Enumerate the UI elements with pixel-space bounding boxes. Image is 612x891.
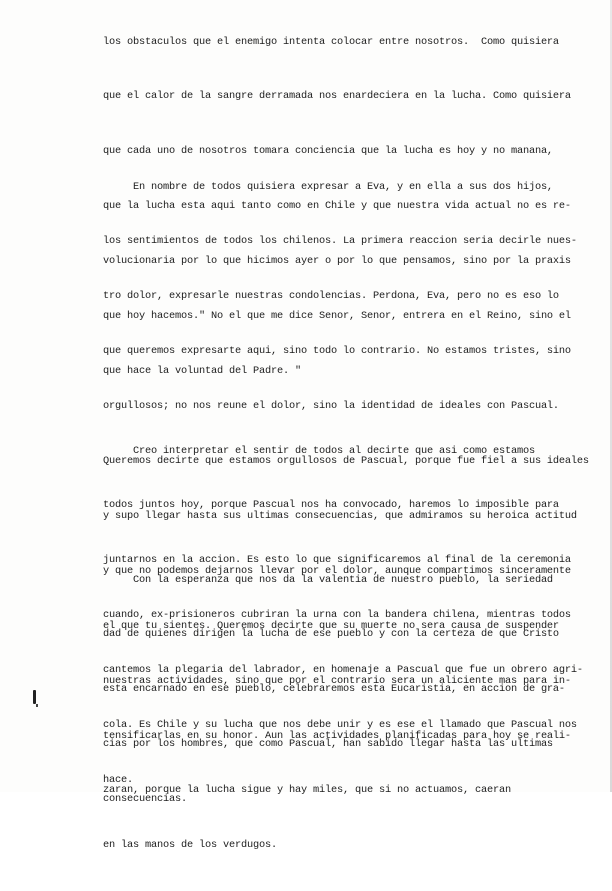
- text-line: que cada uno de nosotros tomara conciencia que la lucha es hoy y no manana,: [103, 145, 553, 158]
- text-line: que la lucha esta aqui tanto como en Chile y que nuestra vida actual no es re-: [103, 200, 571, 213]
- text-line: y que no podemos dejarnos llevar por el dolor, aunque compartimos sinceramente: [103, 564, 571, 577]
- text-line: juntarnos en la accion. Es esto lo que significaremos al final de la ceremonia: [103, 554, 571, 567]
- text-line: En nombre de todos quisiera expresar a Eva, y en ella a sus dos hijos,: [103, 180, 553, 193]
- text-line: orgullosos; no nos reune el dolor, sino la identidad de ideales con Pascual.: [103, 400, 559, 413]
- text-line: los sentimientos de todos los chilenos. La primera reaccion seria decirle nues-: [103, 235, 577, 248]
- margin-mark-dot: [36, 704, 38, 707]
- text-line: cias por los hombres, que como Pascual, han sabido llegar hasta las ultimas: [103, 738, 553, 751]
- text-line: cola. Es Chile y su lucha que nos debe unir y es ese el llamado que Pascual nos: [103, 719, 577, 732]
- text-line: dad de quienes dirigen la lucha de ese pueblo y con la certeza de que Cristo: [103, 628, 559, 641]
- text-line: consecuencias.: [103, 793, 187, 806]
- text-line: el que tu sientes. Queremos decirte que su muerte no sera causa de suspender: [103, 619, 559, 632]
- text-line: Queremos decirte que estamos orgullosos de Pascual, porque fue fiel a sus ideales: [103, 455, 589, 468]
- text-line: Creo interpretar el sentir de todos al decirte que asi como estamos: [103, 444, 535, 457]
- text-line: que hace la voluntad del Padre. ": [103, 364, 301, 377]
- text-line: los obstaculos que el enemigo intenta colocar entre nosotros. Como quisiera: [103, 35, 559, 48]
- text-line: cantemos la plegaria del labrador, en homenaje a Pascual que fue un obrero agri-: [103, 664, 583, 677]
- paragraph-4: [103, 534, 583, 845]
- text-line: en las manos de los verdugos.: [103, 839, 277, 852]
- margin-mark: [33, 690, 36, 704]
- text-line: y supo llegar hasta sus ultimas consecuencias, que admiramos su heroica actitud: [103, 509, 577, 522]
- text-line: cuando, ex-prisioneros cubriran la urna con la bandera chilena, mientras todos: [103, 609, 571, 622]
- text-line: Con la esperanza que nos da la valentia de nuestro pueblo, la seriedad: [103, 573, 553, 586]
- text-line: tensificarlas en su honor. Aun las actividades planificadas para hoy se reali-: [103, 729, 571, 742]
- text-line: que queremos expresarte aqui, sino todo lo contrario. No estamos tristes, sino: [103, 345, 571, 358]
- text-line: nuestras actividades, sino que por el contrario sera un aliciente mas para in-: [103, 674, 571, 687]
- text-line: esta encarnado en ese pueblo, celebraremos esta Eucaristia, en accion de gra-: [103, 683, 565, 696]
- text-line: volucionaria por lo que hicimos ayer o por lo que pensamos, sino por la praxis: [103, 255, 571, 268]
- text-line: zaran, porque la lucha sigue y hay miles, que si no actuamos, caeran: [103, 784, 511, 797]
- text-line: tro dolor, expresarle nuestras condolencias. Perdona, Eva, pero no es eso lo: [103, 290, 559, 303]
- text-line: hace.: [103, 773, 133, 786]
- text-line: que hoy hacemos." No el que me dice Senor, Senor, entrera en el Reino, sino el: [103, 310, 571, 323]
- text-line: todos juntos hoy, porque Pascual nos ha convocado, haremos lo imposible para: [103, 499, 559, 512]
- text-line: que el calor de la sangre derramada nos enardeciera en la lucha. Como quisiera: [103, 90, 571, 103]
